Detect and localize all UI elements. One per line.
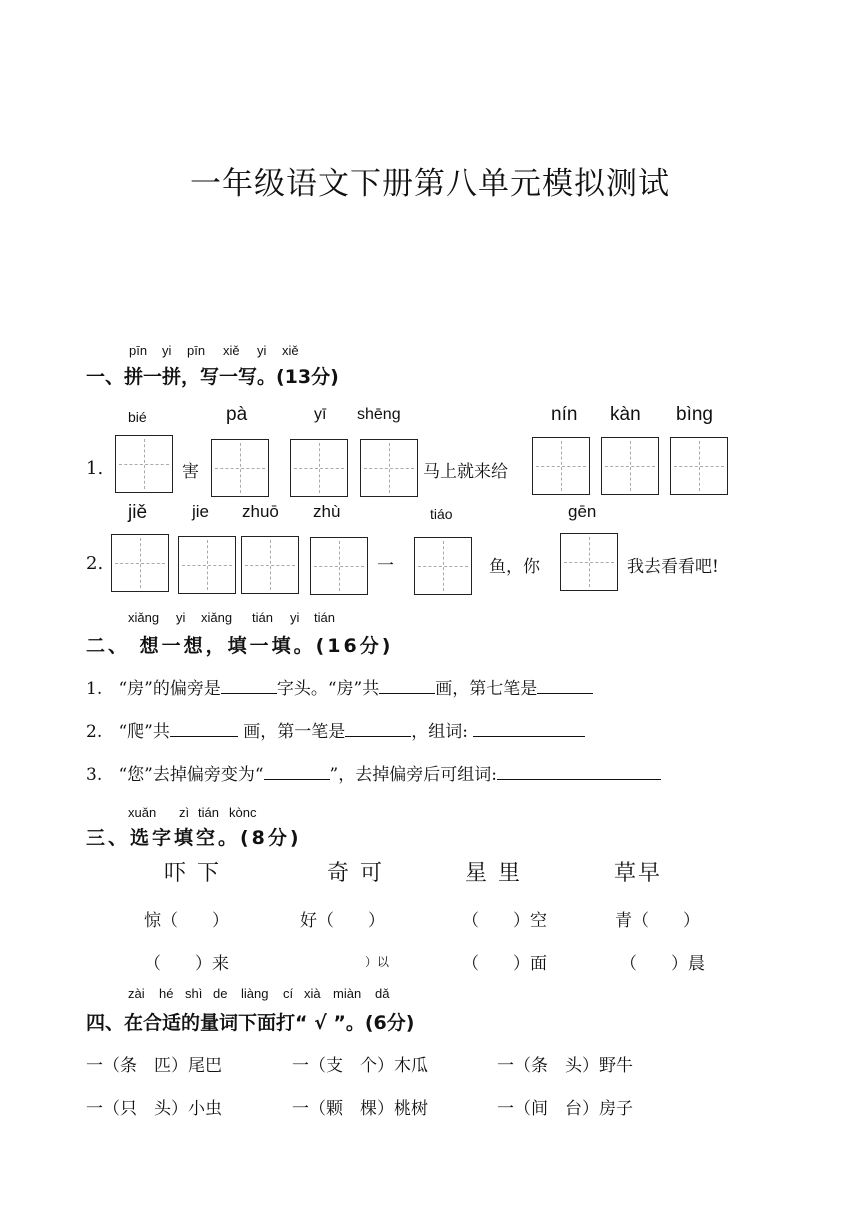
pinyin: xiě bbox=[282, 343, 299, 358]
answer-blank[interactable] bbox=[379, 676, 435, 694]
pinyin: jiě bbox=[128, 502, 148, 523]
writing-box[interactable] bbox=[241, 536, 299, 594]
given-text: 马上就来给 bbox=[423, 462, 508, 482]
pinyin: gēn bbox=[568, 502, 597, 521]
writing-box[interactable] bbox=[670, 437, 728, 495]
pinyin: yī bbox=[314, 406, 327, 423]
pinyin: cí bbox=[283, 986, 294, 1001]
given-text: 害 bbox=[182, 462, 199, 482]
pinyin: zì bbox=[179, 805, 190, 820]
fill-item[interactable]: （ ）来 bbox=[144, 954, 229, 974]
question-number: 3. bbox=[86, 765, 103, 785]
measure-word-item[interactable]: 一（条 头）野牛 bbox=[497, 1056, 633, 1076]
row-number: 2. bbox=[86, 553, 104, 574]
pinyin: de bbox=[213, 986, 228, 1001]
given-text: 我去看看吧! bbox=[627, 557, 719, 577]
writing-box[interactable] bbox=[115, 435, 173, 493]
pinyin: zhuō bbox=[242, 502, 279, 521]
pinyin: bié bbox=[128, 409, 147, 425]
pinyin: tiáo bbox=[430, 506, 453, 522]
fill-item[interactable]: ）以 bbox=[365, 955, 390, 969]
row-number: 1. bbox=[86, 458, 104, 479]
writing-box[interactable] bbox=[414, 537, 472, 595]
answer-blank[interactable] bbox=[221, 676, 277, 694]
char-option: 草早 bbox=[614, 861, 663, 886]
char-option: 奇 可 bbox=[327, 861, 384, 886]
pinyin: pà bbox=[226, 404, 248, 425]
fill-item[interactable]: 青（ ） bbox=[615, 911, 700, 931]
question-text: “房”的偏旁是 bbox=[118, 679, 221, 699]
page-title: 一年级语文下册第八单元模拟测试 bbox=[190, 166, 670, 202]
section-1-heading: 一、拼一拼，写一写。(13分) bbox=[86, 366, 339, 388]
answer-blank[interactable] bbox=[497, 762, 661, 780]
section-3-heading: 三、选字填空。(8分) bbox=[86, 827, 302, 849]
pinyin: pīn bbox=[187, 343, 206, 358]
pinyin: shì bbox=[185, 986, 203, 1001]
writing-box[interactable] bbox=[532, 437, 590, 495]
pinyin: zhù bbox=[313, 502, 341, 521]
question-text: ，组词: bbox=[411, 722, 468, 742]
pinyin: hé bbox=[159, 986, 174, 1001]
question-1 bbox=[86, 674, 593, 699]
given-text: 鱼，你 bbox=[489, 557, 540, 577]
pinyin: pīn bbox=[129, 343, 148, 358]
writing-box[interactable] bbox=[360, 439, 418, 497]
writing-box[interactable] bbox=[290, 439, 348, 497]
writing-box[interactable] bbox=[178, 536, 236, 594]
fill-item[interactable]: （ ）面 bbox=[462, 954, 547, 974]
pinyin: dǎ bbox=[375, 986, 390, 1001]
answer-blank[interactable] bbox=[473, 719, 585, 737]
question-text: ”，去掉偏旁后可组词: bbox=[329, 765, 497, 785]
question-3 bbox=[86, 760, 661, 785]
measure-word-item[interactable]: 一（支 个）木瓜 bbox=[292, 1056, 428, 1076]
pinyin: nín bbox=[551, 404, 578, 425]
measure-word-item[interactable]: 一（颗 棵）桃树 bbox=[292, 1099, 428, 1119]
pinyin: xiǎng bbox=[128, 610, 160, 625]
measure-word-item[interactable]: 一（条 匹）尾巴 bbox=[86, 1056, 222, 1076]
question-text: “爬”共 bbox=[118, 722, 170, 742]
answer-blank[interactable] bbox=[264, 762, 330, 780]
pinyin: bìng bbox=[676, 404, 713, 425]
pinyin: liàng bbox=[241, 986, 269, 1001]
question-number: 1. bbox=[86, 679, 103, 699]
fill-item[interactable]: 好（ ） bbox=[300, 911, 385, 931]
given-text: 一 bbox=[377, 556, 394, 576]
answer-blank[interactable] bbox=[345, 719, 411, 737]
writing-box[interactable] bbox=[211, 439, 269, 497]
writing-box[interactable] bbox=[601, 437, 659, 495]
question-text: 画，第七笔是 bbox=[435, 679, 538, 699]
pinyin: shēng bbox=[357, 406, 401, 423]
char-option: 星 里 bbox=[465, 861, 522, 886]
writing-box[interactable] bbox=[560, 533, 618, 591]
char-option: 吓 下 bbox=[164, 861, 221, 886]
pinyin: kònc bbox=[229, 805, 257, 820]
pinyin: miàn bbox=[333, 986, 362, 1001]
pinyin: yi bbox=[257, 343, 267, 358]
pinyin: xià bbox=[304, 986, 321, 1001]
measure-word-item[interactable]: 一（间 台）房子 bbox=[497, 1099, 633, 1119]
writing-box[interactable] bbox=[310, 537, 368, 595]
pinyin: yi bbox=[290, 610, 300, 625]
question-text: 画，第一笔是 bbox=[243, 722, 346, 742]
pinyin: zài bbox=[128, 986, 145, 1001]
section-4-heading: 四、在合适的量词下面打“ √ ”。(6分) bbox=[86, 1012, 415, 1034]
measure-word-item[interactable]: 一（只 头）小虫 bbox=[86, 1099, 222, 1119]
pinyin: tián bbox=[198, 805, 219, 820]
fill-item[interactable]: （ ）晨 bbox=[620, 954, 705, 974]
question-text: 字头。“房”共 bbox=[276, 679, 380, 699]
answer-blank[interactable] bbox=[170, 719, 238, 737]
fill-item[interactable]: （ ）空 bbox=[462, 911, 547, 931]
pinyin: tián bbox=[314, 610, 335, 625]
pinyin: yi bbox=[162, 343, 172, 358]
question-2 bbox=[86, 717, 585, 742]
pinyin: xiě bbox=[223, 343, 240, 358]
writing-box[interactable] bbox=[111, 534, 169, 592]
pinyin: yi bbox=[176, 610, 186, 625]
pinyin: jie bbox=[192, 502, 210, 521]
fill-item[interactable]: 惊（ ） bbox=[144, 911, 229, 931]
question-text: “您”去掉偏旁变为“ bbox=[118, 765, 264, 785]
pinyin: xiǎng bbox=[201, 610, 233, 625]
pinyin: xuǎn bbox=[128, 805, 157, 820]
answer-blank[interactable] bbox=[537, 676, 593, 694]
pinyin: kàn bbox=[610, 404, 641, 425]
question-number: 2. bbox=[86, 722, 103, 742]
section-2-heading: 二、 想一想，填一填。(16分) bbox=[86, 635, 394, 657]
pinyin: tián bbox=[252, 610, 273, 625]
